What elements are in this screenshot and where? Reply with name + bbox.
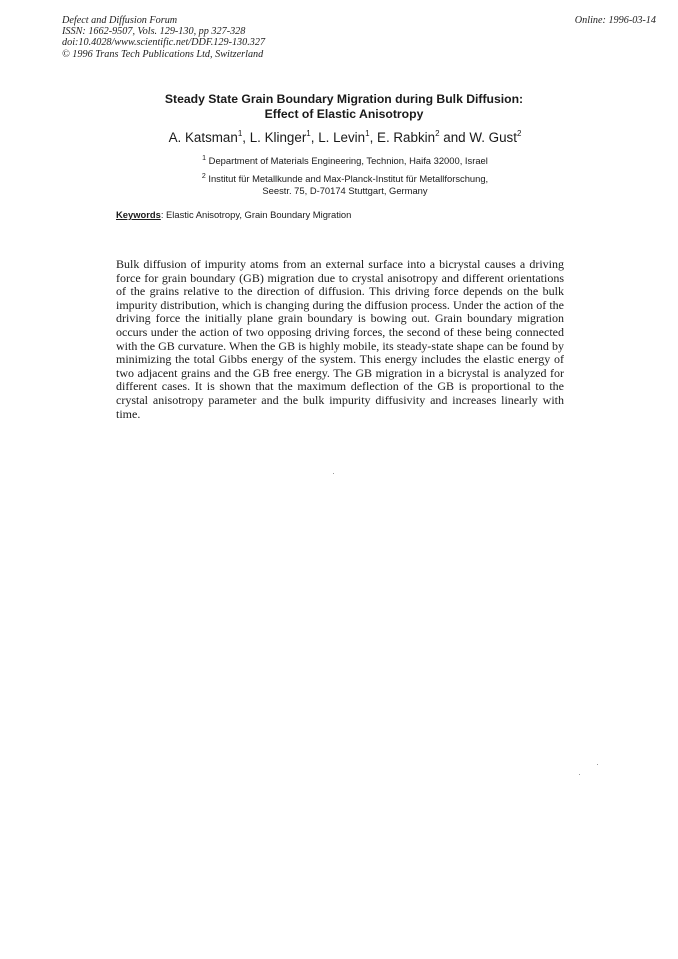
author-name: L. Klinger [249, 130, 307, 145]
author [318, 130, 377, 145]
issn-line: ISSN: 1662-9507, Vols. 129-130, pp 327-328 [62, 26, 246, 38]
online-date: Online: 1996-03-14 [574, 15, 656, 26]
affiliation-2 [0, 173, 678, 197]
affiliation-1 [0, 155, 678, 167]
keywords-value: Elastic Anisotropy, Grain Boundary Migration [166, 209, 352, 220]
separator: , [310, 130, 319, 145]
affiliation-marker: 2 [516, 129, 522, 138]
affiliation-marker: 1 [306, 129, 311, 138]
affiliation-marker: 1 [365, 129, 370, 138]
publication-header [62, 15, 265, 60]
title-line-2: Effect of Elastic Anisotropy [264, 107, 424, 121]
affiliation-marker: 2 [435, 129, 440, 138]
separator: , [369, 130, 378, 145]
keywords-colon: : [160, 209, 167, 220]
separator: , [242, 130, 250, 145]
author-name: L. Levin [318, 130, 366, 145]
affiliation-number: 2 [201, 173, 206, 180]
scan-speck [333, 473, 334, 474]
author-name: E. Rabkin [377, 130, 436, 145]
doi-line: doi:10.4028/www.scientific.net/DDF.129-130.327 [62, 37, 266, 49]
author [377, 130, 469, 145]
keywords [116, 209, 351, 220]
paper-title [0, 92, 678, 122]
scan-speck [579, 774, 580, 775]
affiliation-address: Seestr. 75, D-70174 Stuttgart, Germany [262, 185, 428, 196]
separator: and [439, 130, 470, 145]
copyright-line: © 1996 Trans Tech Publications Ltd, Switzerland [62, 48, 264, 60]
scan-speck [597, 764, 598, 765]
affiliation-number: 1 [202, 155, 207, 162]
author [469, 130, 521, 145]
affiliation-text: Department of Materials Engineering, Technion, Haifa 32000, Israel [208, 155, 488, 166]
keywords-label: Keywords [116, 209, 161, 220]
author [250, 130, 318, 145]
author [169, 130, 250, 145]
abstract-text: Bulk diffusion of impurity atoms from an external surface into a bicrystal causes a driving force for grain boundary (GB) migration due to crystal anisotropy and different orientations of the grains relative to the direction of diffusion. This driving force depends on the bulk impurity distribution, which is changing during the diffusion process. Under the action of the driving force the initially plane grain boundary is bowing out. Grain boundary migration occurs under the action of two opposing driving forces, the second of these being connected with the GB curvature. When the GB is highly mobile, its steady-state shape can be found by minimizing the total Gibbs energy of the system. This energy includes the elastic energy of two adjacent grains and the GB free energy. The GB migration in a bicrystal is analyzed for different cases. It is shown that the maximum deflection of the GB is proportional to the crystal anisotropy parameter and the bulk impurity diffusivity and increases linearly with time. [116, 257, 564, 421]
author-name: W. Gust [469, 130, 517, 145]
title-line-1: Steady State Grain Boundary Migration during Bulk Diffusion: [164, 92, 524, 106]
author-name: A. Katsman [168, 130, 238, 145]
author-list [0, 130, 678, 145]
affiliation-text: Institut für Metallkunde and Max-Planck-Institut für Metallforschung, [208, 173, 489, 184]
journal-name: Defect and Diffusion Forum [62, 15, 178, 26]
affiliation-marker: 1 [237, 129, 243, 138]
abstract [116, 258, 564, 421]
